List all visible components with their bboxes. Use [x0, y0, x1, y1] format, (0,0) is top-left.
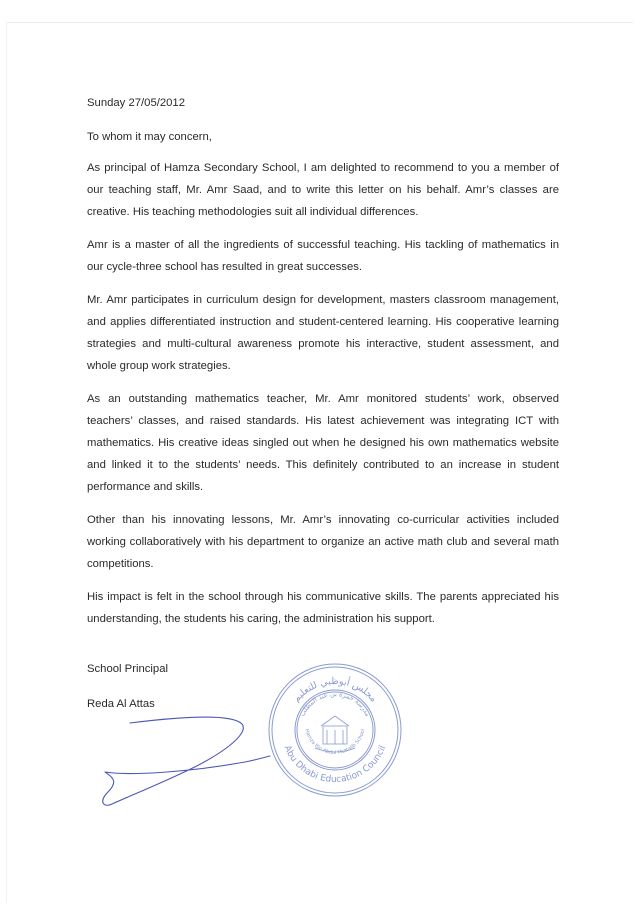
signatory-title: School Principal — [87, 663, 169, 675]
paragraph-co-curricular: Other than his innovating lessons, Mr. Amr’s innovating co-curricular activities included working collaboratively with his department to organize an active math club and several math competitions. — [87, 514, 559, 570]
paragraph-introduction: As principal of Hamza Secondary School, I am delighted to recommend to you a member of our teaching staff, Mr. Amr Saad, and to write this letter on his behalf. Amr’s classes are creative. His teaching methodologies suit all individual differences. — [87, 162, 559, 218]
paragraph-mastery: Amr is a master of all the ingredients of successful teaching. His tackling of mathematics in our cycle-three school has resulted in great successes. — [87, 239, 559, 273]
school-stamp — [265, 660, 405, 800]
paragraph-impact: His impact is felt in the school through his communicative skills. The parents appreciated his understanding, the students his caring, the administration his support. — [87, 591, 559, 625]
stamp-school-name: Hamza Bin Abdul Muttalib School — [303, 728, 367, 757]
stamp-arabic-school-text: مدرسة حمزة بن عبد المطلب — [298, 689, 372, 718]
paragraph-achievements: As an outstanding mathematics teacher, Mr. Amr monitored students’ work, observed teachers’ classes, and raised standards. His latest achievement was integrating ICT with mathematics. His creative ideas singled out when he designed his own mathematics website and linked it to the students’ needs. This definitely contributed to an increase in student performance and skills. — [87, 393, 559, 493]
handwritten-signature — [70, 676, 290, 816]
signature-stroke — [103, 717, 270, 805]
stamp-arabic-top-text: مجلس أبوظبي للتعليم — [291, 675, 379, 705]
letter-body — [87, 92, 559, 641]
salutation: To whom it may concern, — [87, 131, 212, 143]
paragraph-curriculum: Mr. Amr participates in curriculum design for development, masters classroom management, and applies differentiated instruction and student-centered learning. His cooperative learning strategies and multi-cultural awareness promote his interactive, student assessment, and whole group work strategies. — [87, 294, 559, 372]
stamp-council-name: Abu Dhabi Education Council — [281, 744, 389, 786]
signatory-name: Reda Al Attas — [87, 698, 155, 710]
letter-date: Sunday 27/05/2012 — [87, 97, 185, 109]
